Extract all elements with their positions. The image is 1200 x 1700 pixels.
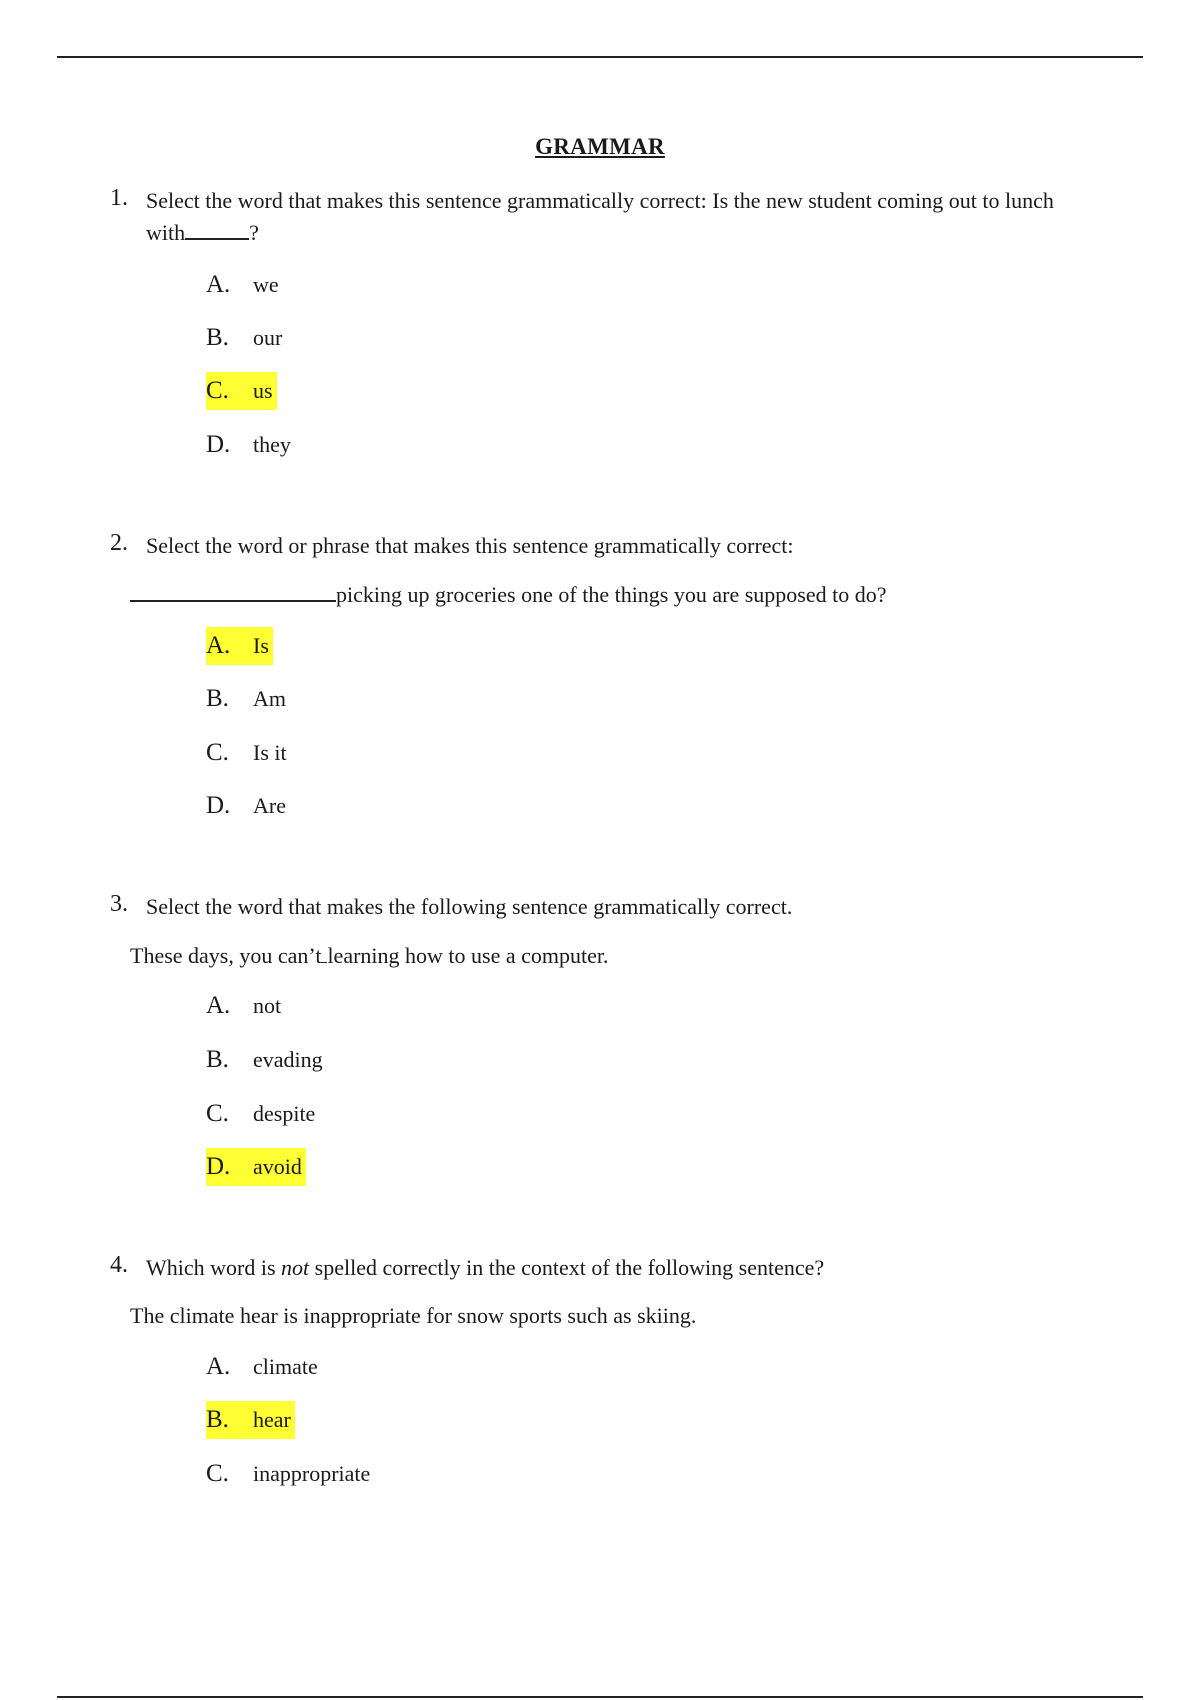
option-letter: A. (206, 992, 231, 1019)
question-text: Select the word that makes this sentence grammatically correct: Is the new student coming out to lunch with ? (146, 188, 1054, 245)
option-letter: A. (206, 271, 231, 298)
question-text: Select the word that makes the following sentence grammatically correct. (146, 894, 793, 919)
option-letter: B. (206, 1406, 229, 1433)
question-text: Which word is not spelled correctly in the context of the following sentence? (146, 1255, 825, 1280)
option-c[interactable] (206, 1095, 317, 1133)
question-sentence: The climate hear is inappropriate for snow sports such as skiing. (130, 1303, 697, 1328)
option-b[interactable] (206, 680, 288, 718)
option-d[interactable] (206, 426, 293, 464)
question-number: 2. (110, 530, 128, 556)
option-text: Is it (253, 740, 287, 765)
option-d-highlighted[interactable] (206, 1148, 306, 1186)
option-letter: A. (206, 632, 231, 659)
option-text: Are (253, 793, 286, 818)
answer-blank (130, 582, 336, 602)
option-a[interactable] (206, 1348, 320, 1386)
option-text: Is (253, 633, 269, 658)
page-title: GRAMMAR (535, 134, 665, 159)
option-c-highlighted[interactable] (206, 372, 277, 410)
option-d[interactable] (206, 787, 288, 825)
option-a-highlighted[interactable] (206, 627, 273, 665)
option-c[interactable] (206, 1455, 372, 1493)
option-letter: D. (206, 431, 231, 458)
option-text: climate (253, 1354, 318, 1379)
option-letter: C. (206, 1100, 229, 1127)
answer-blank (185, 220, 249, 240)
option-letter: D. (206, 1153, 231, 1180)
option-text: they (253, 432, 291, 457)
option-text: hear (253, 1407, 291, 1432)
option-text: our (253, 325, 283, 350)
option-text: avoid (253, 1154, 302, 1179)
question-number: 3. (110, 891, 128, 917)
option-text: Am (253, 686, 286, 711)
top-rule (57, 56, 1143, 58)
emphasis-not: not (281, 1255, 310, 1280)
question-number: 4. (110, 1252, 128, 1278)
option-text: inappropriate (253, 1461, 371, 1486)
option-a[interactable] (206, 987, 283, 1025)
option-text: despite (253, 1101, 316, 1126)
question-number: 1. (110, 185, 128, 211)
option-text: us (253, 378, 273, 403)
option-letter: A. (206, 1353, 231, 1380)
option-letter: D. (206, 792, 231, 819)
option-letter: B. (206, 685, 229, 712)
option-letter: C. (206, 739, 229, 766)
option-text: evading (253, 1047, 323, 1072)
question-sentence: picking up groceries one of the things you are supposed to do? (130, 579, 1090, 611)
question-sentence: These days, you can’t learning how to use a computer. (130, 943, 609, 968)
option-letter: B. (206, 1046, 229, 1073)
option-b-highlighted[interactable] (206, 1401, 295, 1439)
option-letter: C. (206, 1460, 229, 1487)
option-b[interactable] (206, 319, 284, 357)
option-text: not (253, 993, 282, 1018)
question-text: Select the word or phrase that makes this sentence grammatically correct: (146, 533, 794, 558)
option-letter: B. (206, 324, 229, 351)
option-b[interactable] (206, 1041, 325, 1079)
option-c[interactable] (206, 734, 289, 772)
bottom-rule (57, 1696, 1143, 1698)
option-text: we (253, 272, 279, 297)
option-a[interactable] (206, 266, 281, 304)
option-letter: C. (206, 377, 229, 404)
